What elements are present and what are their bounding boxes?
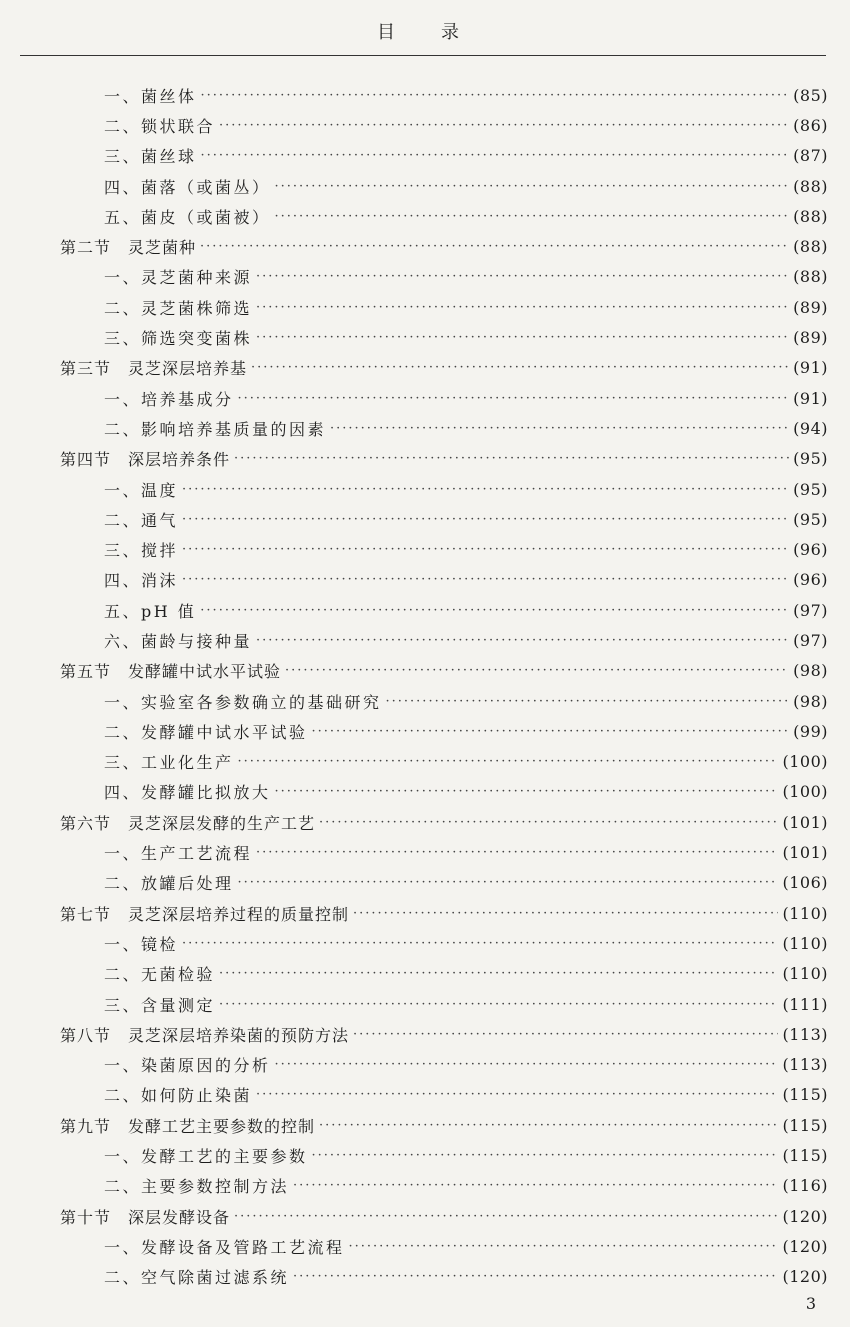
toc-entry-label: 第九节 发酵工艺主要参数的控制 bbox=[60, 1116, 316, 1136]
toc-entry-label: 四、菌落（或菌丛） bbox=[104, 177, 271, 197]
dot-leader bbox=[251, 360, 789, 375]
toc-entry-label: 五、pH 值 bbox=[104, 601, 197, 621]
toc-entry-page: (113) bbox=[782, 1055, 828, 1075]
dot-leader bbox=[312, 1148, 779, 1163]
toc-entry-label: 一、实验室各参数确立的基础研究 bbox=[104, 692, 382, 712]
toc-entry-label: 第五节 发酵罐中试水平试验 bbox=[60, 662, 282, 682]
toc-entry-label: 二、影响培养基质量的因素 bbox=[104, 419, 327, 439]
toc-subsection-entry[interactable] bbox=[60, 171, 828, 201]
toc-entry-label: 二、灵芝菌株筛选 bbox=[104, 298, 253, 318]
toc-entry-page: (85) bbox=[793, 85, 828, 105]
toc-entry-page: (99) bbox=[793, 721, 828, 741]
dot-leader bbox=[319, 815, 778, 830]
toc-section-entry[interactable] bbox=[60, 898, 828, 928]
page-header-title: 目 录 bbox=[377, 22, 473, 43]
dot-leader bbox=[234, 1209, 778, 1224]
toc-entry-page: (98) bbox=[793, 691, 828, 711]
toc-entry-label: 一、镜检 bbox=[104, 934, 179, 954]
dot-leader bbox=[219, 966, 778, 981]
toc-section-entry[interactable] bbox=[60, 353, 828, 383]
toc-entry-page: (96) bbox=[793, 540, 828, 560]
toc-entry-page: (120) bbox=[782, 1236, 828, 1256]
dot-leader bbox=[293, 1178, 778, 1193]
toc-entry-label: 六、菌龄与接种量 bbox=[104, 631, 253, 651]
dot-leader bbox=[238, 875, 779, 890]
toc-subsection-entry[interactable] bbox=[60, 1080, 828, 1110]
dot-leader bbox=[200, 239, 789, 254]
toc-subsection-entry[interactable] bbox=[60, 686, 828, 716]
toc-entry-page: (97) bbox=[793, 630, 828, 650]
toc-entry-label: 三、菌丝球 bbox=[104, 147, 197, 167]
toc-entry-page: (101) bbox=[782, 843, 828, 863]
toc-entry-label: 第六节 灵芝深层发酵的生产工艺 bbox=[60, 813, 316, 833]
toc-entry-label: 一、发酵设备及管路工艺流程 bbox=[104, 1237, 345, 1257]
toc-entry-page: (91) bbox=[793, 358, 828, 378]
toc-entry-label: 第十节 深层发酵设备 bbox=[60, 1207, 231, 1227]
toc-entry-page: (100) bbox=[782, 782, 828, 802]
toc-subsection-entry[interactable] bbox=[60, 322, 828, 352]
toc-entry-label: 三、工业化生产 bbox=[104, 753, 234, 773]
toc-entry-page: (110) bbox=[782, 933, 828, 953]
toc-entry-page: (110) bbox=[782, 903, 828, 923]
dot-leader bbox=[256, 269, 789, 284]
dot-leader bbox=[330, 421, 789, 436]
dot-leader bbox=[182, 936, 778, 951]
dot-leader bbox=[201, 148, 790, 163]
dot-leader bbox=[182, 542, 789, 557]
toc-entry-label: 一、染菌原因的分析 bbox=[104, 1056, 271, 1076]
toc-entry-label: 第七节 灵芝深层培养过程的质量控制 bbox=[60, 904, 350, 924]
toc-entry-label: 四、消沫 bbox=[104, 571, 179, 591]
dot-leader bbox=[256, 845, 778, 860]
toc-entry-page: (89) bbox=[793, 297, 828, 317]
toc-section-entry[interactable] bbox=[60, 1201, 828, 1231]
toc-entry-page: (101) bbox=[782, 812, 828, 832]
dot-leader bbox=[319, 1118, 778, 1133]
toc-subsection-entry[interactable] bbox=[60, 777, 828, 807]
toc-entry-label: 二、如何防止染菌 bbox=[104, 1086, 253, 1106]
toc-subsection-entry[interactable] bbox=[60, 1140, 828, 1170]
toc-entry-page: (89) bbox=[793, 328, 828, 348]
toc-subsection-entry[interactable] bbox=[60, 1050, 828, 1080]
toc-subsection-entry[interactable] bbox=[60, 80, 828, 110]
toc-subsection-entry[interactable] bbox=[60, 1231, 828, 1261]
toc-entry-page: (96) bbox=[793, 570, 828, 590]
dot-leader bbox=[275, 179, 790, 194]
table-of-contents bbox=[60, 80, 828, 1292]
toc-entry-label: 一、温度 bbox=[104, 480, 179, 500]
dot-leader bbox=[201, 88, 790, 103]
toc-subsection-entry[interactable] bbox=[60, 110, 828, 140]
toc-entry-label: 第三节 灵芝深层培养基 bbox=[60, 359, 248, 379]
toc-entry-label: 三、搅拌 bbox=[104, 541, 179, 561]
toc-subsection-entry[interactable] bbox=[60, 534, 828, 564]
toc-entry-page: (88) bbox=[793, 237, 828, 257]
toc-entry-page: (115) bbox=[782, 1146, 828, 1166]
toc-entry-label: 第八节 灵芝深层培养染菌的预防方法 bbox=[60, 1025, 350, 1045]
toc-subsection-entry[interactable] bbox=[60, 868, 828, 898]
dot-leader bbox=[256, 300, 789, 315]
toc-entry-page: (88) bbox=[793, 206, 828, 226]
dot-leader bbox=[182, 512, 789, 527]
toc-entry-label: 二、通气 bbox=[104, 510, 179, 530]
toc-subsection-entry[interactable] bbox=[60, 747, 828, 777]
toc-entry-label: 三、含量测定 bbox=[104, 995, 216, 1015]
dot-leader bbox=[293, 1269, 778, 1284]
toc-entry-label: 一、发酵工艺的主要参数 bbox=[104, 1147, 308, 1167]
toc-subsection-entry[interactable] bbox=[60, 1171, 828, 1201]
dot-leader bbox=[353, 1027, 778, 1042]
toc-subsection-entry[interactable] bbox=[60, 292, 828, 322]
toc-section-entry[interactable] bbox=[60, 231, 828, 261]
dot-leader bbox=[182, 482, 789, 497]
toc-entry-page: (120) bbox=[782, 1206, 828, 1226]
toc-subsection-entry[interactable] bbox=[60, 141, 828, 171]
toc-entry-page: (106) bbox=[782, 873, 828, 893]
toc-section-entry[interactable] bbox=[60, 1110, 828, 1140]
toc-subsection-entry[interactable] bbox=[60, 959, 828, 989]
dot-leader bbox=[256, 330, 789, 345]
toc-entry-page: (110) bbox=[782, 964, 828, 984]
dot-leader bbox=[219, 118, 789, 133]
toc-section-entry[interactable] bbox=[60, 1019, 828, 1049]
toc-subsection-entry[interactable] bbox=[60, 201, 828, 231]
toc-entry-label: 一、菌丝体 bbox=[104, 86, 197, 106]
toc-subsection-entry[interactable] bbox=[60, 989, 828, 1019]
toc-entry-label: 第四节 深层培养条件 bbox=[60, 450, 231, 470]
toc-entry-page: (88) bbox=[793, 267, 828, 287]
toc-entry-page: (115) bbox=[782, 1115, 828, 1135]
toc-entry-label: 三、筛选突变菌株 bbox=[104, 329, 253, 349]
toc-subsection-entry[interactable] bbox=[60, 262, 828, 292]
toc-entry-page: (87) bbox=[793, 146, 828, 166]
toc-entry-label: 第二节 灵芝菌种 bbox=[60, 238, 197, 258]
dot-leader bbox=[256, 1087, 778, 1102]
dot-leader bbox=[285, 663, 789, 678]
toc-entry-page: (97) bbox=[793, 600, 828, 620]
dot-leader bbox=[182, 572, 789, 587]
dot-leader bbox=[238, 391, 790, 406]
toc-entry-page: (95) bbox=[793, 449, 828, 469]
dot-leader bbox=[386, 694, 790, 709]
toc-entry-label: 一、培养基成分 bbox=[104, 389, 234, 409]
toc-subsection-entry[interactable] bbox=[60, 837, 828, 867]
toc-subsection-entry[interactable] bbox=[60, 565, 828, 595]
toc-entry-page: (113) bbox=[782, 1024, 828, 1044]
toc-entry-page: (91) bbox=[793, 388, 828, 408]
toc-entry-label: 二、发酵罐中试水平试验 bbox=[104, 722, 308, 742]
dot-leader bbox=[219, 997, 778, 1012]
page-number: 3 bbox=[805, 1294, 816, 1313]
toc-subsection-entry[interactable] bbox=[60, 413, 828, 443]
toc-entry-label: 二、锁状联合 bbox=[104, 116, 216, 136]
dot-leader bbox=[256, 633, 789, 648]
toc-section-entry[interactable] bbox=[60, 656, 828, 686]
toc-subsection-entry[interactable] bbox=[60, 383, 828, 413]
toc-entry-label: 二、空气除菌过滤系统 bbox=[104, 1268, 290, 1288]
dot-leader bbox=[200, 603, 789, 618]
toc-entry-page: (100) bbox=[782, 752, 828, 772]
toc-subsection-entry[interactable] bbox=[60, 625, 828, 655]
toc-entry-page: (95) bbox=[793, 479, 828, 499]
dot-leader bbox=[275, 209, 790, 224]
toc-subsection-entry[interactable] bbox=[60, 595, 828, 625]
toc-entry-page: (98) bbox=[793, 661, 828, 681]
toc-entry-page: (116) bbox=[782, 1176, 828, 1196]
dot-leader bbox=[275, 784, 779, 799]
toc-entry-label: 二、放罐后处理 bbox=[104, 874, 234, 894]
toc-entry-page: (88) bbox=[793, 176, 828, 196]
toc-entry-page: (86) bbox=[793, 115, 828, 135]
dot-leader bbox=[349, 1239, 779, 1254]
dot-leader bbox=[234, 451, 789, 466]
toc-subsection-entry[interactable] bbox=[60, 474, 828, 504]
dot-leader bbox=[238, 754, 779, 769]
toc-subsection-entry[interactable] bbox=[60, 716, 828, 746]
toc-section-entry[interactable] bbox=[60, 807, 828, 837]
dot-leader bbox=[275, 1057, 779, 1072]
toc-entry-label: 四、发酵罐比拟放大 bbox=[104, 783, 271, 803]
toc-entry-page: (94) bbox=[793, 418, 828, 438]
toc-subsection-entry[interactable] bbox=[60, 928, 828, 958]
toc-entry-page: (95) bbox=[793, 509, 828, 529]
toc-entry-label: 五、菌皮（或菌被） bbox=[104, 207, 271, 227]
toc-entry-label: 一、灵芝菌种来源 bbox=[104, 268, 253, 288]
toc-entry-label: 一、生产工艺流程 bbox=[104, 844, 253, 864]
dot-leader bbox=[353, 906, 778, 921]
header-divider bbox=[20, 55, 826, 56]
toc-entry-page: (115) bbox=[782, 1085, 828, 1105]
toc-section-entry[interactable] bbox=[60, 444, 828, 474]
toc-subsection-entry[interactable] bbox=[60, 504, 828, 534]
toc-entry-label: 二、主要参数控制方法 bbox=[104, 1177, 290, 1197]
dot-leader bbox=[312, 724, 790, 739]
toc-entry-page: (120) bbox=[782, 1267, 828, 1287]
toc-entry-label: 二、无菌检验 bbox=[104, 965, 216, 985]
toc-subsection-entry[interactable] bbox=[60, 1262, 828, 1292]
toc-entry-page: (111) bbox=[782, 994, 828, 1014]
